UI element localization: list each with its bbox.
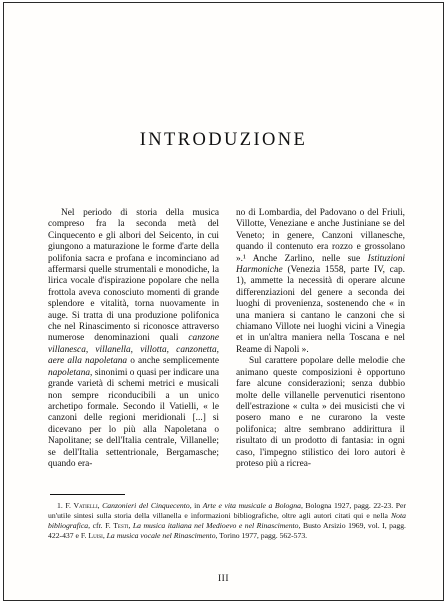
text-run: Nel periodo di storia della musica compreso fra la seconda metà del Cinquecento e gli albori del Seicento, in cui giungono a maturazione le forme d'arte della polifonia sacra e profana e incominciano ad affermarsi quelle strumentali e monodiche, la lirica vocale d'ispirazione popolare che nella frottola aveva conosciuto momenti di grande splendore e vitalità, torna nuovamente in auge. Si tratta di una produzione polifonica che nel Rinascimento si riconosce attraverso numerose denominazioni quali — [48, 208, 219, 344]
right-text-column — [236, 208, 405, 470]
italic-run: Canzonieri del Cinquecento — [102, 501, 190, 510]
italic-run: La musica italiana nel Medioevo e nel Rinascimento — [132, 521, 299, 531]
text-run: , Bologna 1927, pagg. 22-23. Per un'utile sintesi sulla storia della villanella e informazioni bibliografiche, oltre agli autori citati qui e nella — [48, 501, 406, 521]
text-run: 1. F. — [57, 501, 74, 510]
text-run: , Torino 1977, pagg. 562-573. — [215, 531, 308, 541]
footnote — [48, 501, 406, 541]
italic-run: Istituzioni Harmoniche — [236, 253, 405, 276]
page-number: III — [218, 574, 229, 584]
footnote-separator — [50, 494, 125, 495]
text-run: Sul carattere popolare delle melodie che animano queste composizioni è opportuno fare alcune considerazioni; senza dubbio molte delle villanelle pervenutici risentono dell'estrazione « culta » dei musicisti che vi posero mano e ne curarono la veste polifonica; altre sembrano addirittura il risultato di un prodotto di fantasia: in ogni caso, l'impegno stilistico dei loro autori è proteso più a ricrea- — [236, 356, 405, 469]
italic-run: canzone villanesca, villanella, villotta, canzonetta, aere alla napoletana — [48, 333, 219, 367]
text-run: , in — [189, 501, 203, 510]
author-name: Testi — [113, 521, 129, 531]
italic-run: Arte e vita musicale a Bologna — [202, 501, 301, 510]
text-run: , sinonimi o quasi per indicare una grande varietà di schemi metrici e musicali non sempre riconducibili a un unico archetipo formale. Secondo il Vatielli, « le canzoni delle regioni meridionali [...] si dicevano per lo più alla Napoletana o Napolitane; se dell'Italia centrale, Villanelle; se dell'Italia settentrionale, Bergamasche; quando era- — [48, 367, 220, 469]
body-paragraph — [236, 356, 405, 470]
italic-run: La musica vocale nel Rinascimento — [106, 531, 216, 541]
italic-run: Nota bibliografica — [48, 511, 406, 531]
text-run: (Venezia 1558, parte IV, cap. 1), ammette la necessità di operare alcune differenziazioni del genere a seconda dei luoghi di provenienza, sostenendo che « in una maniera si cantano le canzoni che si chiamano Villote nei luoghi vicini a Vinegia et in un'altra maniera nella Toscana e nel Reame di Napoli ». — [236, 265, 405, 355]
text-run: , — [97, 501, 103, 510]
chapter-title: INTRODUZIONE — [139, 130, 308, 150]
text-run: , — [102, 531, 107, 541]
body-paragraph-continued — [236, 208, 405, 356]
body-paragraph — [48, 208, 219, 470]
text-run: no di Lombardia, del Padovano o del Friuli, Villotte, Veneziane e anche Justiniane se del Veneto; in genere, Canzoni villanesche, quando il contenuto era rozzo e grossolano ».¹ Anche Zarlino, nelle sue — [236, 208, 405, 264]
text-run: , — [128, 521, 133, 531]
text-run: , cfr. F. — [88, 521, 114, 531]
italic-run: napoletana — [48, 367, 91, 378]
text-run: , Busto Arsizio 1969, vol. I, pagg. 422-437 e F. — [48, 521, 406, 541]
left-text-column — [48, 208, 219, 470]
book-page — [3, 2, 444, 601]
author-name: Luisi — [88, 531, 103, 541]
text-run: o anche semplicemente — [127, 356, 219, 367]
author-name: Vatielli — [73, 501, 98, 510]
